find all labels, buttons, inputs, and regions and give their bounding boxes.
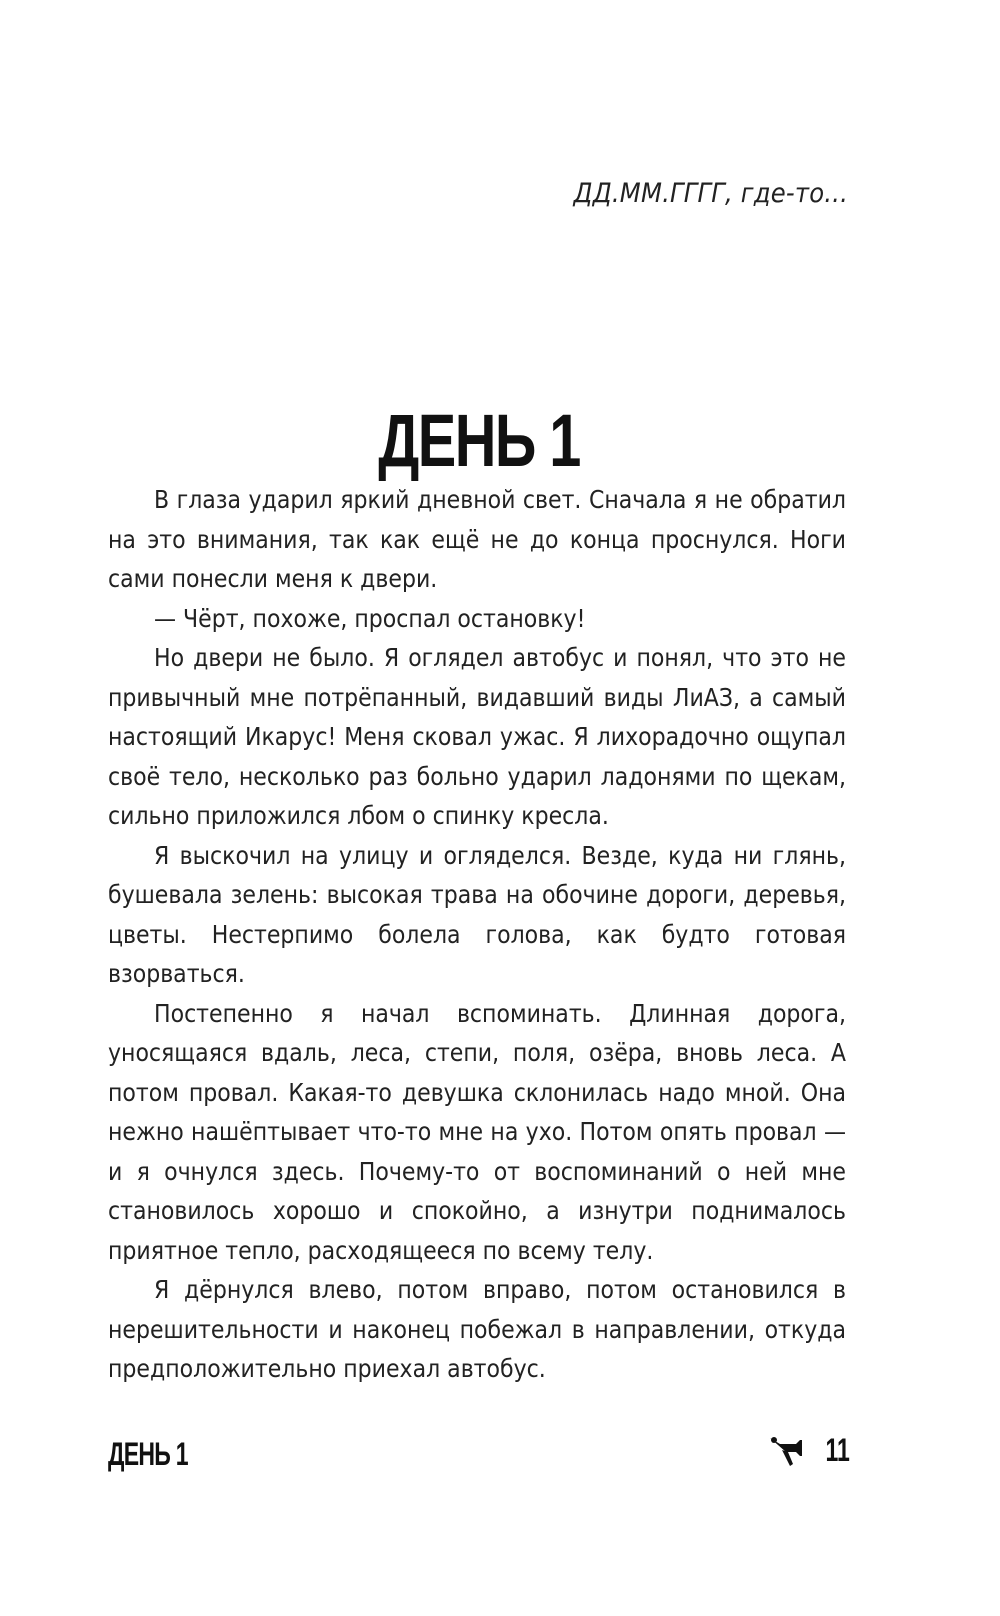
chapter-title: ДЕНЬ 1: [378, 399, 580, 482]
page-footer: [766, 1430, 850, 1470]
paragraph-6: Я дёрнулся влево, потом вправо, потом остановился в нерешительности и наконец побежал в направлении, откуда предположительно приехал автобус.: [108, 1275, 846, 1383]
running-title: ДЕНЬ 1: [108, 1436, 188, 1472]
paragraph-2: — Чёрт, похоже, проспал остановку!: [154, 603, 586, 633]
paragraph-1: В глаза ударил яркий дневной свет. Сначала я не обратил на это внимания, так как ещё не до конца проснулся. Ноги сами понесли меня к двери.: [108, 485, 846, 593]
paragraph-4: Я выскочил на улицу и огляделся. Везде, куда ни глянь, бушевала зелень: высокая трава на обочине дороги, деревья, цветы. Нестерпимо болела голова, как будто готовая взорваться.: [108, 840, 846, 988]
paragraph-3: Но двери не было. Я оглядел автобус и понял, что это не привычный мне потрёпанный, видавший виды ЛиАЗ, а самый настоящий Икарус! Меня сковал ужас. Я лихорадочно ощупал своё тело, несколько раз больно ударил ладонями по щекам, сильно приложился лбом о спинку кресла.: [108, 643, 846, 830]
pioneer-bugle-icon: [766, 1430, 806, 1470]
body-text: [108, 480, 846, 1389]
paragraph-5: Постепенно я начал вспоминать. Длинная дорога, уносящаяся вдаль, леса, степи, поля, озёра, вновь леса. А потом провал. Какая-то девушка склонилась надо мной. Она нежно нашёптывает что-то мне на ухо. Потом опять провал — и я очнулся здесь. Почему-то от воспоминаний о ней мне становилось хорошо и спокойно, а изнутри поднималось приятное тепло, расходящееся по всему телу.: [108, 998, 846, 1265]
epigraph: ДД.ММ.ГГГГ, где-то...: [573, 178, 848, 209]
page-number: 11: [825, 1431, 850, 1468]
